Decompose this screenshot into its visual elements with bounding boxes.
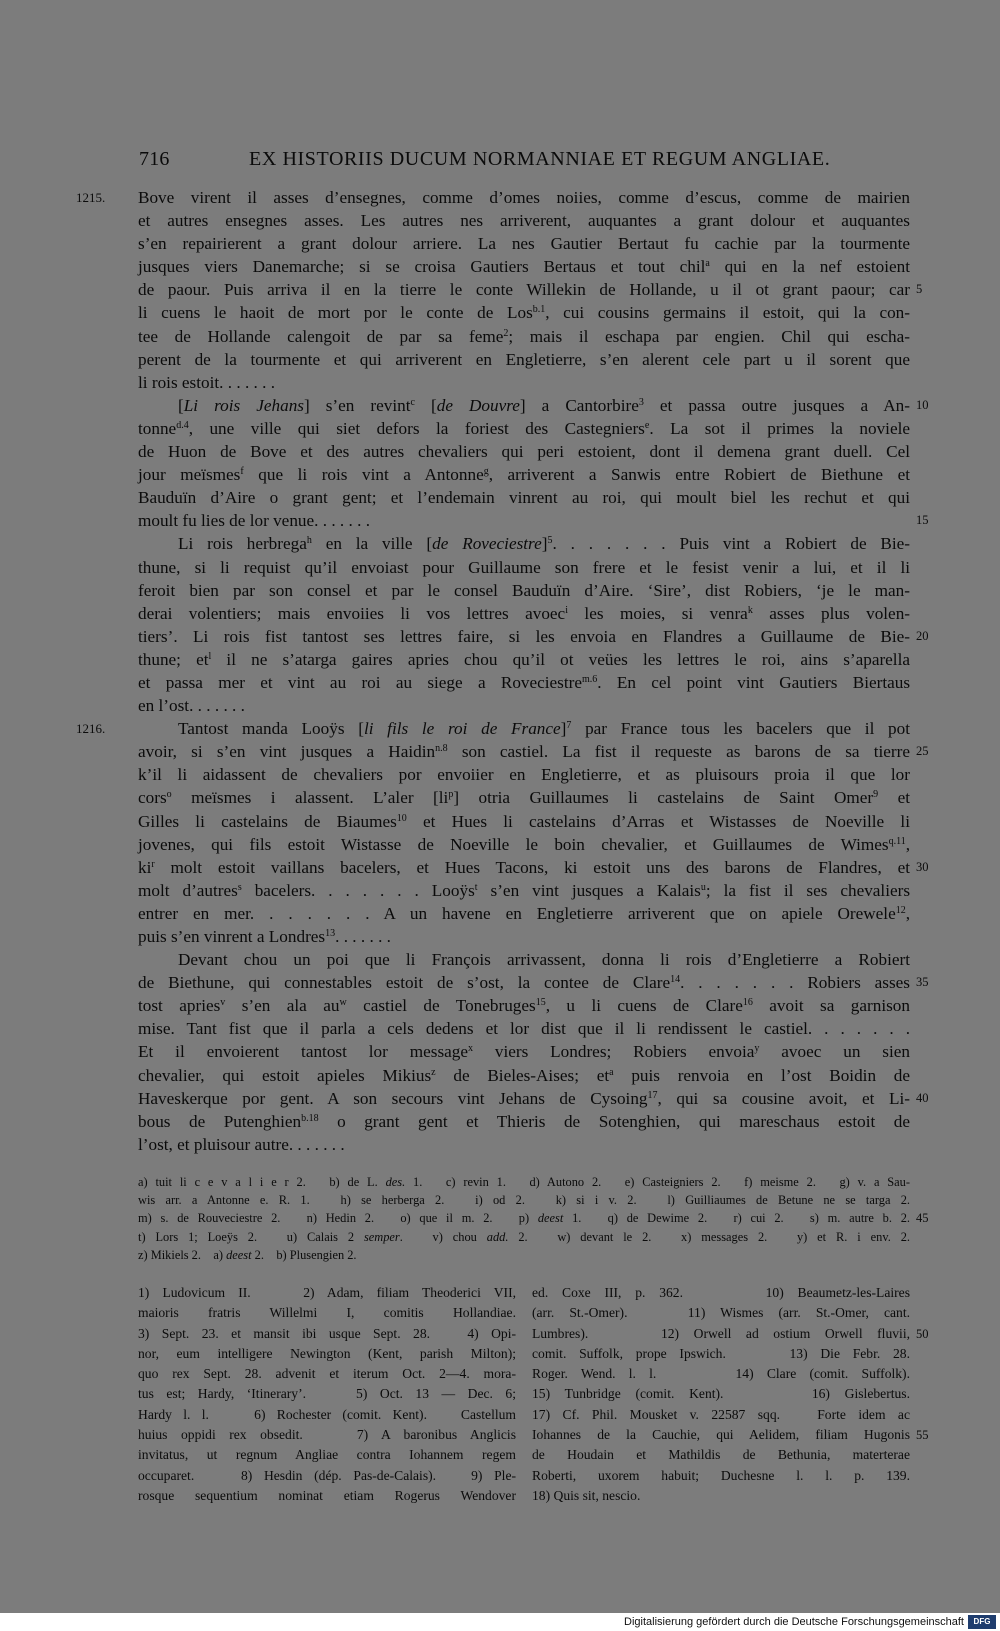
- apparatus-line: [138, 1228, 910, 1246]
- dfg-logo-icon: DFG: [968, 1615, 996, 1629]
- footnote-line-text: Hardy l. l. 6) Rochester (comit. Kent). Castellum: [138, 1406, 516, 1422]
- text-line-text: thune, si li requist qu’il envoiast pour Guillaume son frere et le fesist venir a lui, et il li: [138, 557, 910, 577]
- text-line: [138, 740, 929, 763]
- line-number: 30: [916, 859, 929, 874]
- text-line-text: $ki^r$ molt estoit vaillans bacelers, et Hues Tacons, ki estoit uns des barons de Flandres, et: [138, 857, 910, 877]
- footnote-line: [138, 1303, 516, 1323]
- text-line-text: Bove virent il asses d’ensegnes, comme d’omes noiies, comme d’escus, comme de mairien: [138, 188, 910, 207]
- text-line: [138, 694, 910, 717]
- text-line-text: jovenes, qui fils estoit Wistasse de Noeville le boin chevalier, et Guillaumes de Wimes$^{q.11}$,: [138, 834, 910, 854]
- text-line-text: thune; $et^l$ il ne s’atarga gaires apries chou qu’il ot veües les lettres le roi, ains s’aparella: [138, 649, 910, 669]
- text-line: [138, 1040, 910, 1063]
- footnote-line: [532, 1324, 929, 1344]
- footnote-line-text: 18) Quis sit, nescio.: [532, 1487, 641, 1503]
- text-line-text: li rois estoit. . . . . . .: [138, 372, 276, 392]
- text-line-text: entrer en mer. . . . . . . A un havene en Engletierre arriverent que on apiele Orewele$^{12}$,: [138, 903, 910, 923]
- text-line: [138, 671, 910, 694]
- footnote-line: [138, 1344, 516, 1364]
- text-line-text: Devant chou un poi que li François arrivassent, donna li rois d’Engletierre a Robiert: [178, 950, 910, 970]
- footnote-line: [138, 1324, 516, 1344]
- text-line: [138, 394, 929, 417]
- footnote-line-text: (arr. St.-Omer). 11) Wismes (arr. St.-Omer, cant.: [532, 1305, 910, 1321]
- line-number: 15: [916, 513, 929, 528]
- text-line: [138, 532, 910, 555]
- footnote-line: [532, 1466, 910, 1486]
- text-line: [138, 810, 910, 833]
- text-line-text: tost apries$^v$ s’en ala $au^w$ castiel de Tonebruges$^{15}$, u li cuens de Clare$^{16}$ avoit sa garnison: [138, 996, 910, 1016]
- text-line: [138, 1017, 910, 1040]
- footnote-line-text: comit. Suffolk, prope Ipswich. 13) Die Febr. 28.: [532, 1345, 910, 1361]
- footnote-line: [532, 1486, 910, 1506]
- text-line: [138, 556, 910, 579]
- footnote-line: [532, 1425, 929, 1445]
- footnote-line-text: invitatus, ut regnum Angliae contra Iohannem regem: [138, 1447, 516, 1463]
- apparatus-line: [138, 1209, 929, 1227]
- text-line: [138, 648, 910, 671]
- text-line: [138, 948, 910, 971]
- text-line: [76, 186, 910, 209]
- footnote-line: [138, 1466, 516, 1486]
- footnote-line-text: nor, eum intelligere Newington (Kent, parish Milton);: [138, 1345, 516, 1361]
- text-line-text: en l’ost. . . . . . .: [138, 696, 245, 716]
- text-line-text: Li rois herbrega$^h$ en la ville [de Roveciestre]$^5$. . . . . . . Puis vint a Robiert de Bie-: [178, 534, 911, 554]
- text-line-text: Haveskerque por gent. A son secours vint Jehans de Cysoing$^{17}$, qui sa cousine avoit, et Li-: [138, 1088, 910, 1108]
- footnote-line: [138, 1384, 516, 1404]
- footnote-line-text: quo rex Sept. 28. advenit et iterum Oct. 2—4. mora-: [138, 1366, 516, 1382]
- footnote-line: [138, 1445, 516, 1465]
- text-line: [138, 602, 910, 625]
- footnote-line: [532, 1445, 910, 1465]
- footnote-line-text: Roberti, uxorem habuit; Duchesne l. l. p. 139.: [532, 1467, 910, 1483]
- footnote-line: [138, 1283, 516, 1303]
- text-line-text: perent de la tourmente et qui arriverent en Engletierre, s’en alerent cele part u il sorent que: [138, 349, 910, 369]
- footnote-line: [138, 1364, 516, 1384]
- text-line-text: Et il envoierent tantost lor message$^x$ viers Londres; Robiers envoia$^y$ avoec un sien: [138, 1042, 910, 1062]
- text-line: [138, 1087, 929, 1110]
- text-line: [138, 301, 910, 324]
- footnote-line-text: 3) Sept. 23. et mansit ibi usque Sept. 28. 4) Opi-: [138, 1325, 516, 1341]
- text-line: [138, 833, 910, 856]
- text-line-text: Tantost manda Looÿs [li fils le roi de France]$^7$ par France tous les bacelers que il pot: [178, 719, 911, 739]
- apparatus-line: [138, 1173, 910, 1191]
- line-number: 5: [916, 282, 923, 297]
- footnote-line: [532, 1303, 910, 1323]
- line-number: 45: [916, 1211, 929, 1226]
- text-line: [138, 763, 910, 786]
- text-line-text: et passa mer et vint au roi au siege a Roveciestre$^{m.6}$. En cel point vint Gautiers Biertaus: [138, 672, 911, 692]
- footnote-line-text: de Houdain et Mathildis de Bethunia, materterae: [532, 1447, 910, 1463]
- apparatus-line-text: t) Lors 1; Loeÿs 2. u) Calais 2 semper. v) chou add. 2. w) devant le 2. x) messages 2. y) et R. i env. 2.: [138, 1229, 910, 1244]
- digitization-footer: [0, 1613, 1000, 1631]
- text-line-text: de Biethune, qui connestables estoit de s’ost, la contee de Clare$^{14}$. . . . . . . Robiers asses: [138, 973, 910, 993]
- text-line-text: moult fu lies de lor venue. . . . . . .: [138, 511, 370, 531]
- running-header: [139, 148, 911, 174]
- text-line: [138, 209, 910, 232]
- footnote-line-text: Iohannes de la Cauchie, qui Aelidem, filiam Hugonis: [532, 1427, 910, 1443]
- text-line: [138, 348, 910, 371]
- footnote-line: [138, 1425, 516, 1445]
- footnote-line-text: Lumbres). 12) Orwell ad ostium Orwell fluvii,: [532, 1325, 910, 1341]
- text-line-text: Gilles li castelains de Biaumes$^{10}$ et Hues li castelains d’Arras et Wistasses de Noeville li: [138, 811, 910, 831]
- line-number: 10: [916, 397, 929, 412]
- line-number: 35: [916, 975, 929, 990]
- text-line: [138, 255, 910, 278]
- line-number: 40: [916, 1090, 929, 1105]
- text-line-text: cors$^o$ meïsmes i alassent. L’aler $[li^p]$ otria Guillaumes li castelains de Saint Omer$^9$ et: [138, 788, 911, 808]
- text-line-text: tiers’. Li rois fist tantost ses lettres faire, si les envoia en Flandres a Guillaume de Bie-: [138, 626, 910, 646]
- critical-apparatus: [138, 1173, 929, 1264]
- footnote-line: [532, 1283, 910, 1303]
- text-line-text: mise. Tant fist que il parla a cels dedens et lor dist que il li rendissent le castiel. . . . . . .: [138, 1019, 910, 1039]
- text-line: [138, 1110, 910, 1133]
- running-title: EX HISTORIIS DUCUM NORMANNIAE ET REGUM ANGLIAE.: [249, 148, 831, 170]
- text-line-text: li cuens le haoit de mort por le conte de Los$^{b.1}$, cui cousins germains il estoit, qui la con-: [138, 303, 910, 323]
- text-line-text: [Li rois Jehans] s’en revint$^c$ [de Douvre] a Cantorbire$^3$ et passa outre jusques a An-: [178, 395, 910, 415]
- dfg-credit: Digitalisierung gefördert durch die Deutsche Forschungsgemeinschaft: [624, 1616, 964, 1628]
- footnote-line: [532, 1364, 910, 1384]
- text-line-text: et autres ensegnes asses. Les autres nes arriverent, auquantes a grant dolour et auquantes: [138, 211, 910, 231]
- apparatus-line-text: z) Mikiels 2. a) deest 2. b) Plusengien 2.: [138, 1247, 357, 1262]
- text-line-text: avoir, si s’en vint jusques a Haidin$^{n.8}$ son castiel. La fist il requeste as barons de sa tierre: [138, 742, 910, 762]
- text-line: [76, 717, 911, 740]
- footnote-line: [532, 1384, 910, 1404]
- main-text: [76, 186, 929, 1156]
- text-line: [138, 232, 910, 255]
- footnote-line: [138, 1405, 516, 1425]
- text-line: [138, 486, 910, 509]
- text-line-text: molt d’autres$^s$ bacelers. . . . . . . Looÿs$^t$ s’en vint jusques a Kalais$^u$; la fist il ses chevaliers: [138, 880, 911, 900]
- footnote-line: [138, 1486, 516, 1506]
- text-line: [138, 579, 910, 602]
- text-line-text: de Huon de Bove et des autres chevaliers qui peri estoient, dont il demena grant duell. Cel: [138, 442, 910, 462]
- text-line: [138, 325, 910, 348]
- text-line: [138, 925, 910, 948]
- text-line: [138, 509, 929, 532]
- text-line-text: s’en repairierent a grant dolour arriere. La nes Gautier Bertaut fu cachie par la tourmente: [138, 234, 910, 254]
- text-line: [138, 786, 910, 809]
- footnote-line-text: rosque sequentium nominat etiam Rogerus Wendover: [138, 1487, 516, 1503]
- footnote-line-text: Roger. Wend. l. l. 14) Clare (comit. Suffolk).: [532, 1366, 910, 1382]
- text-line-text: derai volentiers; mais envoiies li vos lettres avoec$^i$ les moies, si venra$^k$ asses plus volen-: [138, 603, 911, 623]
- text-line-text: puis s’en vinrent a Londres$^{13}$. . . . . . .: [138, 927, 391, 946]
- text-line-text: feroit bien par son consel et par le consel Bauduïn d’Aire. ‘Sire’, dist Robiers, ‘je le man-: [138, 580, 910, 600]
- footnote-line-text: tus est; Hardy, ‘Itinerary’. 5) Oct. 13 — Dec. 6;: [138, 1386, 516, 1402]
- text-line-text: bous de Putenghien$^{b.18}$ o grant gent et Thieris de Sotenghien, qui mareschaus estoit de: [138, 1111, 911, 1131]
- text-line: [138, 440, 910, 463]
- text-line-text: tee de Hollande calengoit de par sa feme$^2$; mais il eschapa par engien. Chil qui escha-: [138, 326, 910, 346]
- apparatus-line-text: wis arr. a Antonne e. R. 1. h) se herberga 2. i) od 2. k) si i v. 2. l) Guilliaumes de Betune ne se targa 2.: [138, 1193, 910, 1208]
- text-line: [138, 879, 910, 902]
- footnote-line-text: 1) Ludovicum II. 2) Adam, filiam Theoderici VII,: [138, 1285, 516, 1300]
- apparatus-line-text: a) tuit li c e v a l i e r 2. b) de L. des. 1. c) revin 1. d) Autono 2. e) Casteigniers 2. f) meisme 2. g) v. a Sau-: [138, 1175, 911, 1189]
- footnotes-right-column: [532, 1283, 929, 1506]
- apparatus-line-text: m) s. de Rouveciestre 2. n) Hedin 2. o) que il m. 2. p) deest 1. q) de Dewime 2. r) cui 2. s) m. autre b. 2.: [138, 1211, 910, 1226]
- text-line: [138, 902, 910, 925]
- text-line: [138, 463, 910, 486]
- text-line-text: tonne$^{d.4}$, une ville qui siet defors la foriest des Castegniers$^e$. La sot il primes la noviele: [138, 418, 910, 438]
- apparatus-line: [138, 1191, 910, 1209]
- line-number: 25: [916, 744, 929, 759]
- footnotes-left-column: [138, 1283, 516, 1506]
- text-line: [138, 625, 929, 648]
- line-number: 55: [916, 1428, 929, 1443]
- footnote-line-text: maioris fratris Willelmi I, comitis Hollandiae.: [138, 1305, 516, 1321]
- text-line-text: jour meïsmes$^f$ que li rois vint a Antonne$^g$, arriverent a Sanwis entre Robiert de Biethune et: [138, 465, 910, 485]
- footnote-line: [532, 1405, 910, 1425]
- text-line-text: de paour. Puis arriva il en la tierre le conte Willekin de Hollande, u il ot grant paour; car: [138, 280, 910, 300]
- apparatus-line: [138, 1246, 910, 1264]
- text-line-text: Bauduïn d’Aire o grant gent; et l’endemain vinrent au roi, qui moult biel les rechut et qui: [138, 488, 910, 508]
- year-marker: 1215.: [76, 190, 106, 205]
- footnote-line-text: 15) Tunbridge (comit. Kent). 16) Gislebertus.: [532, 1386, 910, 1402]
- footnote-line-text: 17) Cf. Phil. Mousket v. 22587 sqq. Forte idem ac: [532, 1406, 910, 1422]
- text-line: [138, 278, 923, 301]
- text-line: [138, 1064, 910, 1087]
- text-line: [138, 856, 929, 879]
- text-line: [138, 417, 910, 440]
- line-number: 20: [916, 628, 929, 643]
- text-line: [138, 1133, 910, 1156]
- line-number: 50: [916, 1326, 929, 1341]
- footnote-line-text: huius oppidi rex obsedit. 7) A baronibus Anglicis: [138, 1427, 516, 1443]
- text-line: [138, 971, 929, 994]
- text-line-text: l’ost, et pluisour autre. . . . . . .: [138, 1134, 345, 1154]
- page-number: 716: [139, 148, 170, 170]
- year-marker: 1216.: [76, 721, 106, 737]
- text-line-text: jusques viers Danemarche; si se croisa Gautiers Bertaus et tout chil$^a$ qui en la nef estoient: [138, 257, 911, 277]
- text-line: [138, 371, 910, 394]
- text-line: [138, 994, 910, 1017]
- footnote-line-text: ed. Coxe III, p. 362. 10) Beaumetz-les-Laires: [532, 1285, 910, 1300]
- text-line-text: chevalier, qui estoit apieles Mikius$^z$ de Bieles-Aises; $et^a$ puis renvoia en l’ost Boidin de: [138, 1065, 910, 1085]
- footnote-line: [532, 1344, 910, 1364]
- footnote-line-text: occuparet. 8) Hesdin (dép. Pas-de-Calais). 9) Ple-: [138, 1467, 516, 1483]
- text-line-text: k’il li aidassent de chevaliers por envoiier en Engletierre, et as pluisours proia il que lor: [138, 765, 910, 785]
